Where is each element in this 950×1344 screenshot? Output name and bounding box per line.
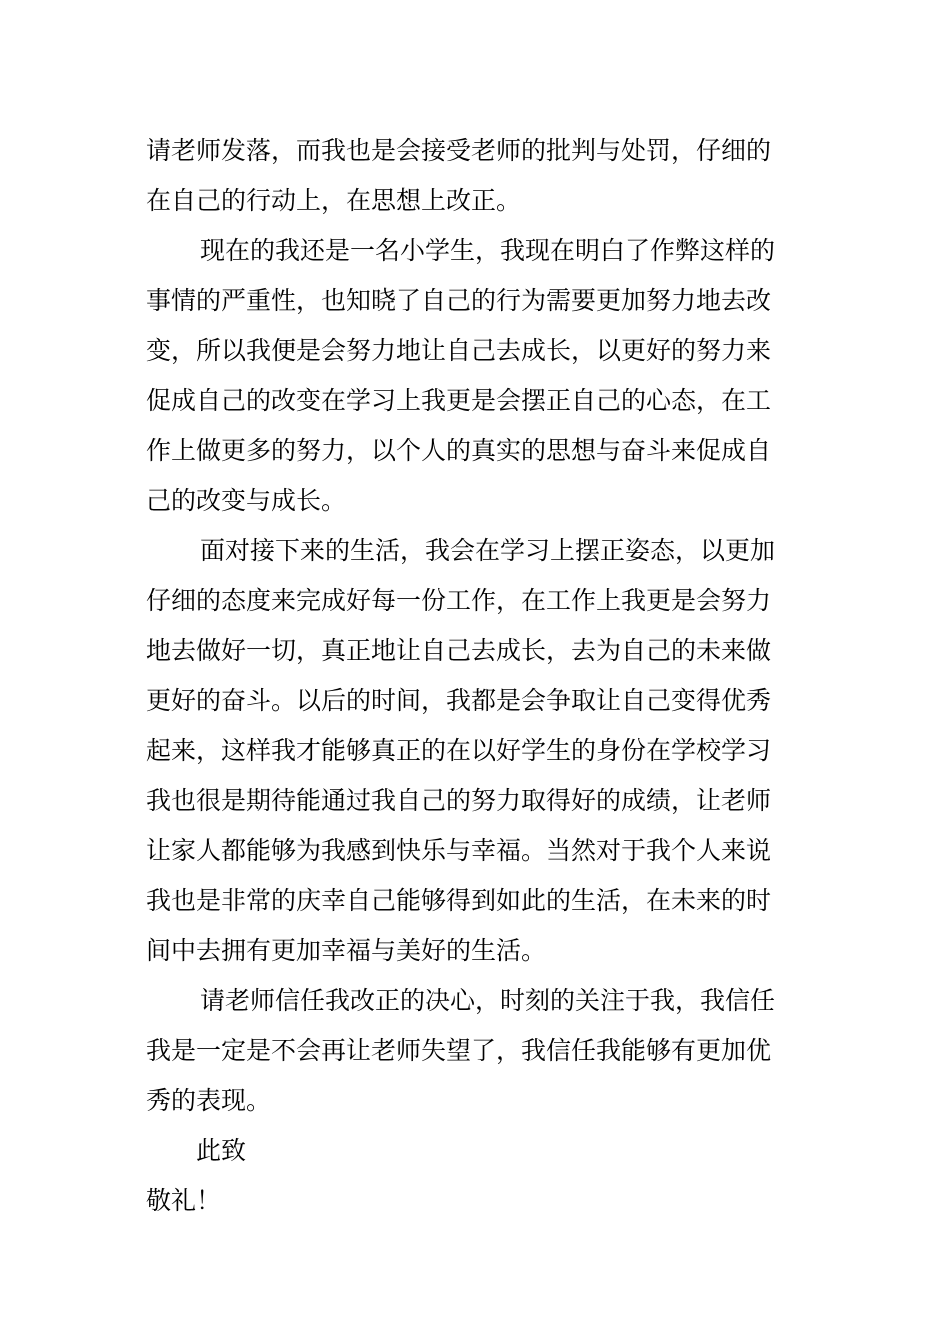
text-line: 现在的我还是一名小学生，我现在明白了作弊这样的 — [200, 236, 776, 265]
text-line: 秀的表现。 — [146, 1086, 272, 1115]
text-line: 我也是非常的庆幸自己能够得到如此的生活，在未来的时 — [146, 886, 772, 915]
text-line: 变，所以我便是会努力地让自己去成长，以更好的努力来 — [146, 336, 772, 365]
text-line: 让家人都能够为我感到快乐与幸福。当然对于我个人来说 — [146, 836, 772, 865]
text-line: 己的改变与成长。 — [146, 486, 347, 515]
paragraph-1 — [146, 126, 806, 226]
salutation-text: 敬礼！ — [146, 1186, 222, 1215]
text-line: 地去做好一切，真正地让自己去成长，去为自己的未来做 — [146, 636, 772, 665]
text-line: 间中去拥有更加幸福与美好的生活。 — [146, 936, 547, 965]
paragraph-3 — [146, 526, 806, 976]
closing-text: 此致 — [196, 1136, 247, 1165]
paragraph-4 — [146, 976, 806, 1126]
text-line: 面对接下来的生活，我会在学习上摆正姿态，以更加 — [200, 536, 776, 565]
text-line: 促成自己的改变在学习上我更是会摆正自己的心态，在工 — [146, 386, 772, 415]
text-line: 作上做更多的努力，以个人的真实的思想与奋斗来促成自 — [146, 436, 772, 465]
paragraph-2 — [146, 226, 806, 526]
text-line: 在自己的行动上，在思想上改正。 — [146, 186, 522, 215]
text-line: 请老师发落，而我也是会接受老师的批判与处罚，仔细的 — [146, 136, 772, 165]
text-line: 起来，这样我才能够真正的在以好学生的身份在学校学习 — [146, 736, 772, 765]
text-line: 我也很是期待能通过我自己的努力取得好的成绩，让老师 — [146, 786, 772, 815]
text-line: 事情的严重性，也知晓了自己的行为需要更加努力地去改 — [146, 286, 772, 315]
text-line: 请老师信任我改正的决心，时刻的关注于我，我信任 — [200, 986, 776, 1015]
text-line: 仔细的态度来完成好每一份工作，在工作上我更是会努力 — [146, 586, 772, 615]
text-line: 更好的奋斗。以后的时间，我都是会争取让自己变得优秀 — [146, 686, 772, 715]
letter-body — [146, 126, 806, 1226]
text-line: 我是一定是不会再让老师失望了，我信任我能够有更加优 — [146, 1036, 772, 1065]
